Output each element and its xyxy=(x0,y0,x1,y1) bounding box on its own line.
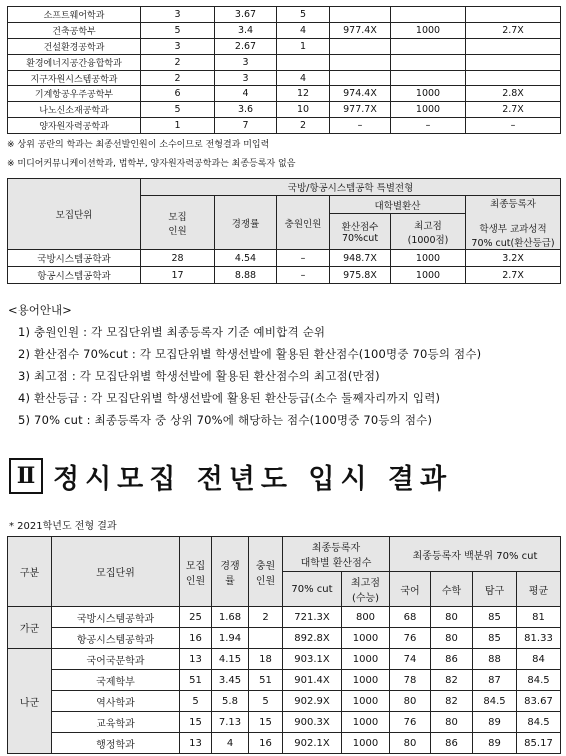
table-cell: 국제학부 xyxy=(52,670,180,691)
table-cell: 17 xyxy=(141,267,215,284)
table-cell xyxy=(391,70,466,86)
table-cell: 3.4 xyxy=(215,22,277,38)
col-max: 최고점 (수능) xyxy=(342,572,390,607)
note-no-registrants: ※ 미디어커뮤니케이션학과, 법학부, 양자원자력공학과는 최종등록자 없음 xyxy=(7,159,296,169)
table-cell xyxy=(466,38,561,54)
table-cell: 15 xyxy=(249,712,283,733)
table-cell xyxy=(277,54,330,70)
group-final: 최종등록자 학생부 교과성적 70% cut(환산등급) xyxy=(466,196,561,250)
table-cell: 3.67 xyxy=(215,7,277,23)
table-cell: 85 xyxy=(473,607,517,628)
table-cell: 환경에너지공간융합학과 xyxy=(8,54,141,70)
table-cell: 88 xyxy=(473,649,517,670)
table-cell: 1000 xyxy=(342,712,390,733)
table-cell: 항공시스템공학과 xyxy=(8,267,141,284)
table-cell: 1.68 xyxy=(212,607,249,628)
table-cell: – xyxy=(277,267,330,284)
table-row xyxy=(8,38,561,54)
table-cell: 82 xyxy=(431,691,473,712)
table-cell: 1000 xyxy=(391,22,466,38)
table-cell xyxy=(330,38,391,54)
table-cell: – xyxy=(466,118,561,134)
table-cell: 977.4X xyxy=(330,22,391,38)
table-row xyxy=(8,70,561,86)
group-percentile: 최종등록자 백분위 70% cut xyxy=(390,537,561,572)
table-cell: 2 xyxy=(141,70,215,86)
section-title: 정시모집 전년도 입시 결과 xyxy=(53,463,453,495)
table-cell: 5 xyxy=(141,102,215,118)
table-cell: 1000 xyxy=(391,267,466,284)
table-cell: 3 xyxy=(215,54,277,70)
table-cell xyxy=(330,70,391,86)
table-cell xyxy=(391,7,466,23)
table-cell: 87 xyxy=(473,670,517,691)
col-korean: 국어 xyxy=(390,572,431,607)
table-cell: 4 xyxy=(215,86,277,102)
glossary xyxy=(8,302,481,434)
glossary-item: 4) 환산등급 : 각 모집단위별 학생선발에 활용된 환산등급(소수 둘째자리까지 입력) xyxy=(18,391,441,405)
table-row xyxy=(8,7,561,23)
table-cell: 2.67 xyxy=(215,38,277,54)
table-cell: 국방시스템공학과 xyxy=(52,607,180,628)
table-cell: 13 xyxy=(180,649,212,670)
table-cell: 3.6 xyxy=(215,102,277,118)
table-cell: 소프트웨어학과 xyxy=(8,7,141,23)
table-cell: 68 xyxy=(390,607,431,628)
col-unit: 모집단위 xyxy=(52,537,180,607)
table-row xyxy=(8,691,561,712)
table-cell: 5 xyxy=(180,691,212,712)
table-cell: 78 xyxy=(390,670,431,691)
table-cell: 5 xyxy=(249,691,283,712)
col-quota: 모집 인원 xyxy=(180,537,212,607)
table-row xyxy=(8,733,561,754)
table-cell: 800 xyxy=(342,607,390,628)
table-row xyxy=(8,628,561,649)
table-cell: 7 xyxy=(215,118,277,134)
table-cell: 85.17 xyxy=(517,733,561,754)
table-cell: 1000 xyxy=(342,628,390,649)
table-cell: 지구자원시스템공학과 xyxy=(8,70,141,86)
table-cell: 3.45 xyxy=(212,670,249,691)
table-cell: 84.5 xyxy=(473,691,517,712)
col-cut: 70% cut xyxy=(283,572,342,607)
table-row xyxy=(8,102,561,118)
table-cell: 4.15 xyxy=(212,649,249,670)
table-cell: 76 xyxy=(390,628,431,649)
col-conv-score: 환산점수 70%cut xyxy=(330,214,391,250)
table-cell: 6 xyxy=(141,86,215,102)
table-cell: 16 xyxy=(249,733,283,754)
table-cell: 80 xyxy=(431,712,473,733)
table-row xyxy=(8,118,561,134)
table-cell: 1000 xyxy=(342,691,390,712)
table-row xyxy=(8,670,561,691)
table-cell: 나노신소재공학과 xyxy=(8,102,141,118)
col-quota: 모집 인원 xyxy=(141,196,215,250)
table-cell: 2.8X xyxy=(466,86,561,102)
table-cell: 13 xyxy=(180,733,212,754)
table-cell: 89 xyxy=(473,712,517,733)
table-cell: 51 xyxy=(249,670,283,691)
table-cell xyxy=(330,7,391,23)
table-cell xyxy=(330,54,391,70)
table-cell: 84.5 xyxy=(517,712,561,733)
table-row xyxy=(8,649,561,670)
table-cell: 721.3X xyxy=(283,607,342,628)
table-cell: 3 xyxy=(141,7,215,23)
table-cell: 국어국문학과 xyxy=(52,649,180,670)
glossary-item: 2) 환산점수 70%cut : 각 모집단위별 학생선발에 활용된 환산점수(100명중 70등의 점수) xyxy=(18,347,482,361)
section-heading xyxy=(9,457,452,495)
table-cell: 3.2X xyxy=(466,250,561,267)
table-cell: 4.54 xyxy=(215,250,277,267)
table-cell: 1000 xyxy=(342,733,390,754)
table-cell: 1000 xyxy=(391,250,466,267)
table-cell: 국방시스템공학과 xyxy=(8,250,141,267)
table-cell: 5 xyxy=(277,7,330,23)
table-cell: 2 xyxy=(141,54,215,70)
table-cell: – xyxy=(391,118,466,134)
table-cell: – xyxy=(277,250,330,267)
table-cell: 4 xyxy=(212,733,249,754)
table-cell: 89 xyxy=(473,733,517,754)
table-row xyxy=(8,607,561,628)
glossary-item: 5) 70% cut : 최종등록자 중 상위 70%에 해당하는 점수(100명중 70등의 점수) xyxy=(18,413,433,427)
note-blank-departments: ※ 상위 공란의 학과는 최종선발인원이 소수이므로 전형결과 미입력 xyxy=(7,140,270,150)
table-cell: 80 xyxy=(390,691,431,712)
table-row xyxy=(8,22,561,38)
table-cell: 16 xyxy=(180,628,212,649)
table-row xyxy=(8,267,561,284)
table-cell: 5 xyxy=(141,22,215,38)
col-average: 평균 xyxy=(517,572,561,607)
table-cell: 892.8X xyxy=(283,628,342,649)
table-cell: 1000 xyxy=(342,670,390,691)
table-cell xyxy=(249,628,283,649)
table-cell: 901.4X xyxy=(283,670,342,691)
table-row xyxy=(8,712,561,733)
table-cell: 1 xyxy=(277,38,330,54)
table-cell: 2.7X xyxy=(466,22,561,38)
table-cell: 건축공학부 xyxy=(8,22,141,38)
table-cell: 양자원자력공학과 xyxy=(8,118,141,134)
table-cell: 948.7X xyxy=(330,250,391,267)
group-conversion: 대학별환산 xyxy=(330,196,466,214)
table-cell: 83.67 xyxy=(517,691,561,712)
col-inquiry: 탐구 xyxy=(473,572,517,607)
table-cell: 3 xyxy=(215,70,277,86)
table-cell: 977.7X xyxy=(330,102,391,118)
table-cell: 74 xyxy=(390,649,431,670)
table-cell: 4 xyxy=(277,70,330,86)
regular-admission-table xyxy=(7,536,561,754)
table-cell xyxy=(466,70,561,86)
group-final-score: 최종등록자 대학별 환산점수 xyxy=(283,537,390,572)
table-cell: 1000 xyxy=(391,102,466,118)
table-cell: 81 xyxy=(517,607,561,628)
departments-results-table xyxy=(7,6,561,134)
table-cell xyxy=(391,38,466,54)
glossary-title: <용어안내> xyxy=(8,303,72,317)
special-admission-table xyxy=(7,178,561,284)
table-cell: 역사학과 xyxy=(52,691,180,712)
group-label: 가군 xyxy=(8,607,52,649)
table-cell: – xyxy=(330,118,391,134)
table-cell: 80 xyxy=(431,628,473,649)
glossary-item: 3) 최고점 : 각 모집단위별 학생선발에 활용된 환산점수의 최고점(만점) xyxy=(18,369,380,383)
table-cell: 86 xyxy=(431,649,473,670)
table-cell: 2 xyxy=(249,607,283,628)
table-cell: 5.8 xyxy=(212,691,249,712)
col-unit: 모집단위 xyxy=(8,179,141,250)
table-cell: 902.9X xyxy=(283,691,342,712)
table-cell: 10 xyxy=(277,102,330,118)
table-cell: 3 xyxy=(141,38,215,54)
table1-body xyxy=(8,7,561,134)
table-cell: 80 xyxy=(390,733,431,754)
table-cell: 1000 xyxy=(342,649,390,670)
table-cell xyxy=(466,54,561,70)
table-cell: 15 xyxy=(180,712,212,733)
col-max-score: 최고점 (1000점) xyxy=(391,214,466,250)
col-extra: 충원인원 xyxy=(277,196,330,250)
table-cell: 행정학과 xyxy=(52,733,180,754)
col-math: 수학 xyxy=(431,572,473,607)
table-cell: 12 xyxy=(277,86,330,102)
table-cell: 975.8X xyxy=(330,267,391,284)
table-cell: 903.1X xyxy=(283,649,342,670)
table-cell: 80 xyxy=(431,607,473,628)
glossary-item: 1) 충원인원 : 각 모집단위별 최종등록자 기준 예비합격 순위 xyxy=(18,325,326,339)
table-cell: 4 xyxy=(277,22,330,38)
table-cell: 18 xyxy=(249,649,283,670)
col-rate: 경쟁 률 xyxy=(212,537,249,607)
table-cell: 25 xyxy=(180,607,212,628)
table-cell xyxy=(391,54,466,70)
table-row xyxy=(8,250,561,267)
table-cell: 7.13 xyxy=(212,712,249,733)
group-label: 나군 xyxy=(8,649,52,754)
table-cell: 86 xyxy=(431,733,473,754)
table-cell: 81.33 xyxy=(517,628,561,649)
col-group: 구분 xyxy=(8,537,52,607)
table-cell: 85 xyxy=(473,628,517,649)
table-cell: 교육학과 xyxy=(52,712,180,733)
col-rate: 경쟁률 xyxy=(215,196,277,250)
table-cell: 974.4X xyxy=(330,86,391,102)
table-cell: 84 xyxy=(517,649,561,670)
sub-caption: * 2021학년도 전형 결과 xyxy=(9,521,117,532)
section-number-box: Ⅱ xyxy=(9,458,43,494)
table-row xyxy=(8,86,561,102)
table-cell: 2.7X xyxy=(466,102,561,118)
table-cell: 기계항공우주공학부 xyxy=(8,86,141,102)
table2-title: 국방/항공시스템공학 특별전형 xyxy=(141,179,561,196)
table-cell: 902.1X xyxy=(283,733,342,754)
table-cell: 항공시스템공학과 xyxy=(52,628,180,649)
table-cell: 84.5 xyxy=(517,670,561,691)
table-row xyxy=(8,54,561,70)
table-cell: 28 xyxy=(141,250,215,267)
table-cell: 76 xyxy=(390,712,431,733)
table-cell: 2.7X xyxy=(466,267,561,284)
table-cell: 82 xyxy=(431,670,473,691)
table-cell: 8.88 xyxy=(215,267,277,284)
table-cell xyxy=(466,7,561,23)
col-extra: 충원 인원 xyxy=(249,537,283,607)
table-cell: 51 xyxy=(180,670,212,691)
table-cell: 1.94 xyxy=(212,628,249,649)
table-cell: 900.3X xyxy=(283,712,342,733)
table-cell: 1 xyxy=(141,118,215,134)
table-cell: 건설환경공학과 xyxy=(8,38,141,54)
table-cell: 1000 xyxy=(391,86,466,102)
table-cell: 2 xyxy=(277,118,330,134)
